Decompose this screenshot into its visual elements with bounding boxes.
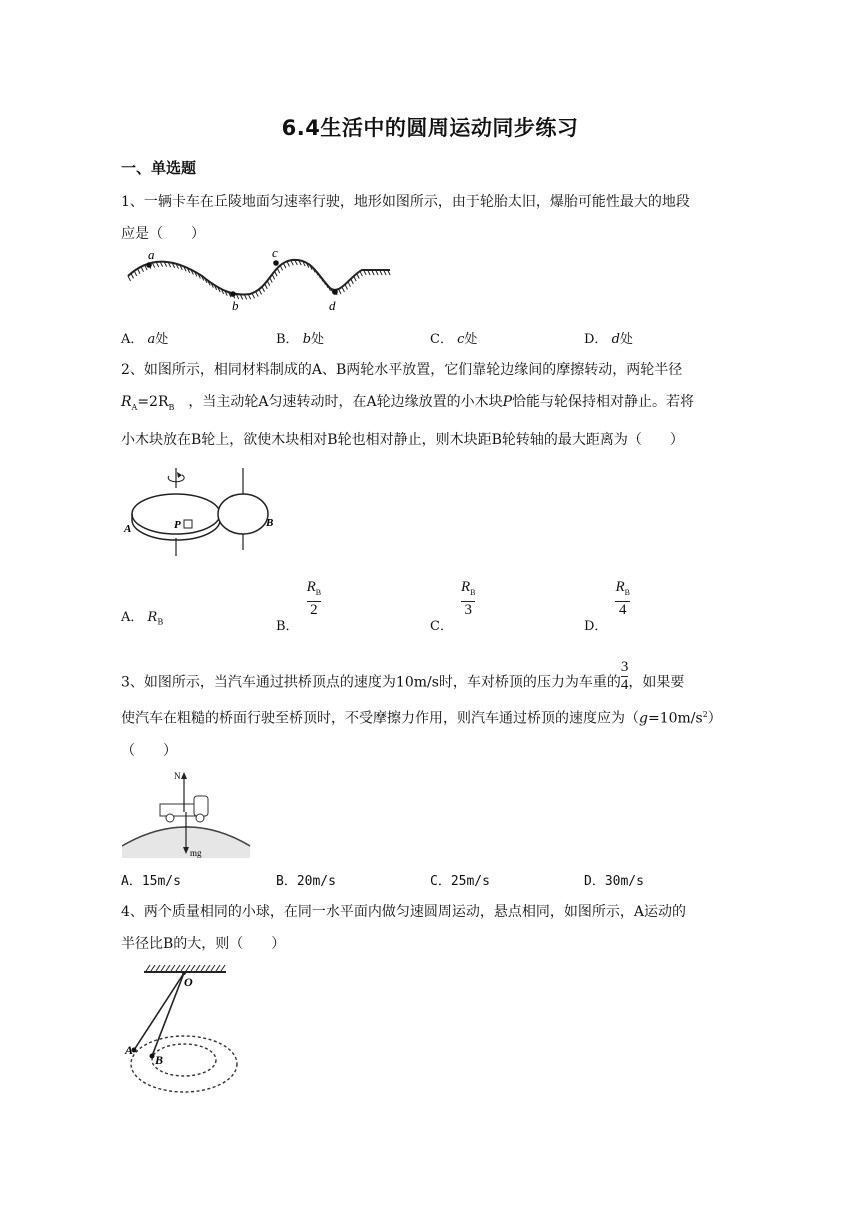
- q3-bridge-figure: [122, 768, 252, 860]
- label-d: d: [329, 298, 336, 313]
- label-n: N: [174, 771, 181, 781]
- q1-line-2: 应是（ ）: [121, 226, 205, 242]
- question-4: [121, 896, 741, 960]
- q2-option-a[interactable]: A． $R_B$: [121, 610, 164, 627]
- q3-line-2: 使汽车在粗糙的桥面行驶至桥顶时，不受摩擦力作用，则汽车通过桥顶的速度应为$(g=10m/s^2)$: [121, 710, 722, 727]
- block-p: [184, 520, 192, 528]
- q4-line-1: 4、两个质量相同的小球，在同一水平面内做匀速圆周运动，悬点相同，如图所示，A运动的: [121, 904, 687, 920]
- question-3: [121, 659, 761, 767]
- q4-line-2: 半径比B的大，则（ ）: [121, 936, 286, 952]
- section-heading: 一、单选题: [121, 159, 197, 177]
- label-o: O: [184, 975, 193, 989]
- label-b: B: [155, 1053, 164, 1067]
- q3-option-d[interactable]: D．30m/s: [584, 874, 644, 889]
- terrain-curve: [128, 260, 390, 295]
- q1-option-a[interactable]: A． a处: [121, 332, 169, 347]
- label-block-p: P: [174, 519, 181, 531]
- label-a: a: [148, 248, 155, 262]
- q3-line-3: （ ）: [121, 742, 177, 759]
- point-a: [146, 262, 152, 268]
- q3-option-c[interactable]: C．25m/s: [430, 874, 490, 889]
- page-title: 6.4生活中的圆周运动同步练习: [281, 116, 579, 140]
- q2-option-b[interactable]: B． $\frac{R_B}{2}$: [276, 579, 322, 634]
- label-wheel-b: B: [266, 517, 274, 529]
- truck-body: [160, 804, 198, 816]
- truck-cab: [194, 796, 208, 816]
- label-a: A: [125, 1043, 134, 1057]
- q1-option-b[interactable]: B． b处: [276, 332, 325, 347]
- ball-b: [150, 1054, 155, 1059]
- fraction-three-quarters: $\frac{3}{4}$: [620, 659, 629, 693]
- q2-line-2: $R_A=2R_B$ ，当主动轮A匀速转动时，在A轮边缘放置的小木块P恰能与轮保持相对静止。若将: [121, 394, 695, 412]
- q1-terrain-figure: [122, 248, 394, 314]
- q2-line-1: 2、如图所示，相同材料制成的A、B两轮水平放置，它们靠轮边缘间的摩擦转动，两轮半径: [121, 362, 683, 378]
- q1-option-c[interactable]: C． c处: [430, 332, 478, 347]
- question-1: [121, 186, 741, 250]
- q3-option-a[interactable]: A．15m/s: [121, 874, 181, 889]
- q1-option-d[interactable]: D． d处: [584, 332, 633, 347]
- q2-wheels-figure: [122, 466, 282, 558]
- label-wheel-a: A: [124, 523, 132, 535]
- point-d: [332, 289, 338, 295]
- wheel-b: [218, 494, 268, 534]
- q3-line-1: 3、如图所示，当汽车通过拱桥顶点的速度为10m/s时，车对桥顶的压力为车重的 $\frac{3}{4}$ ，如果要: [121, 659, 685, 693]
- q2-line-3: 小木块放在B轮上，欲使木块相对B轮也相对静止，则木块距B轮转轴的最大距离为（ ）: [121, 431, 684, 448]
- label-b: b: [232, 298, 239, 313]
- q2-option-d[interactable]: D． $\frac{R_B}{4}$: [584, 579, 630, 634]
- q3-option-b[interactable]: B．20m/s: [276, 874, 336, 889]
- q1-line-1: 1、一辆卡车在丘陵地面匀速率行驶，地形如图所示，由于轮胎太旧，爆胎可能性最大的地段: [121, 194, 690, 210]
- point-c: [273, 260, 279, 266]
- label-c: c: [272, 248, 278, 260]
- question-2: [121, 354, 741, 456]
- q2-option-c[interactable]: C． $\frac{R_B}{3}$: [430, 579, 476, 634]
- ceiling-hatching: [146, 965, 225, 971]
- point-b: [230, 291, 236, 297]
- label-mg: mg: [190, 848, 202, 858]
- q4-pendulum-figure: [122, 962, 238, 1112]
